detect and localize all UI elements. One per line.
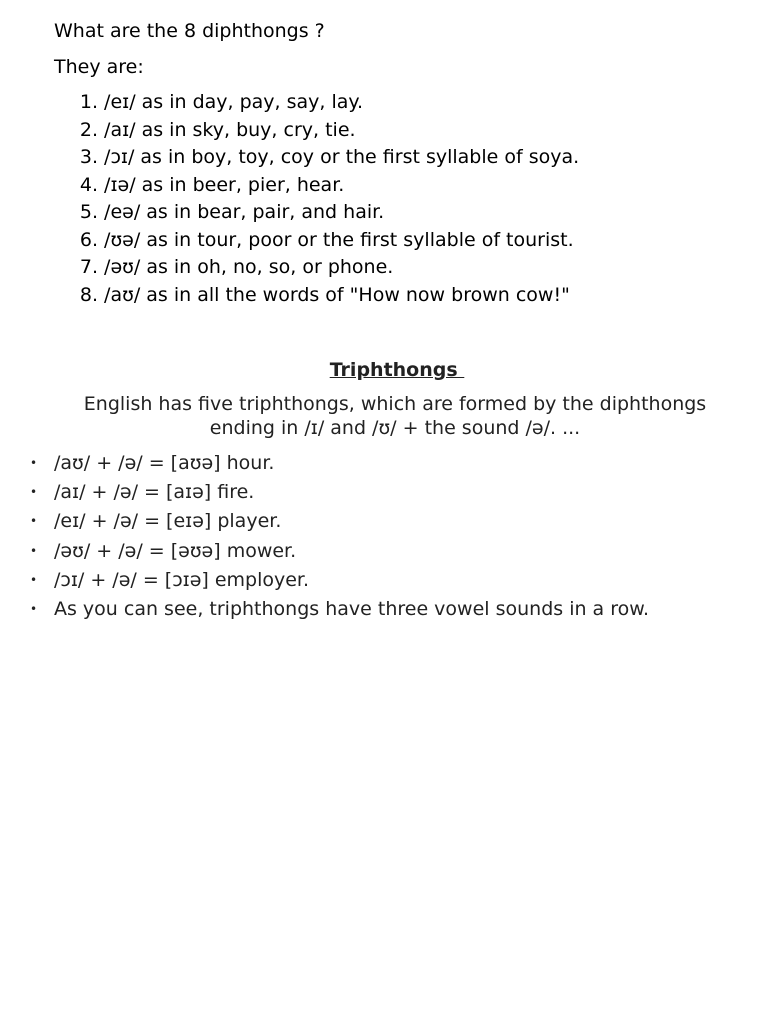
list-item [54,145,579,173]
item-text: /ɔɪ/ + /ə/ = [ɔɪə] employer. [54,568,310,591]
item-text: /əʊ/ + /ə/ = [əʊə] mower. [54,539,297,562]
diphthong-list [54,90,579,310]
item-number: 7. [79,256,98,278]
list-item [28,509,649,538]
item-text: /eɪ/ as in day, pay, say, lay. [104,91,363,113]
item-number: 8. [79,283,98,306]
item-text: /ʊə/ as in tour, poor or the first syllable of tourist. [104,228,574,251]
item-text: /əʊ/ as in oh, no, so, or phone. [104,256,394,278]
item-text: /aɪ/ + /ə/ = [aɪə] fire. [54,481,255,504]
bullet-icon: • [30,485,38,500]
list-item [54,118,579,146]
item-number: 3. [79,146,98,168]
list-item [54,228,579,256]
bullet-icon: • [30,601,38,616]
item-text: /aɪ/ as in sky, buy, cry, tie. [104,118,356,141]
item-number: 5. [79,201,98,223]
list-item [54,173,579,201]
list-item [28,480,649,509]
list-item [28,568,649,597]
item-text: /ɔɪ/ as in boy, toy, coy or the first syllable of soya. [104,146,580,168]
bullet-icon: • [30,543,38,558]
item-number: 2. [79,118,98,141]
section-intro [50,392,740,440]
list-item [54,283,579,311]
bullet-icon: • [30,456,38,470]
list-item [28,451,649,480]
list-item [54,255,579,283]
triphthong-list [28,451,649,626]
item-text: /ɪə/ as in beer, pier, hear. [104,173,345,196]
bullet-icon: • [30,572,38,587]
list-item [54,90,579,118]
list-item [28,539,649,568]
bullet-icon: • [30,514,38,529]
item-number: 4. [79,173,98,196]
item-number: 1. [79,91,98,113]
item-text: /aʊ/ + /ə/ = [aʊə] hour. [54,452,275,474]
item-text: /eɪ/ + /ə/ = [eɪə] player. [54,510,282,533]
intro-line-2: ending in /ɪ/ and /ʊ/ + the sound /ə/. ... [209,417,581,439]
item-text: /eə/ as in bear, pair, and hair. [104,201,385,223]
list-item [54,200,579,228]
lead-text: They are: [54,56,144,78]
item-text: As you can see, triphthongs have three vowel sounds in a row. [54,597,650,620]
intro-line-1: English has five triphthongs, which are formed by the diphthongs [83,393,707,415]
section-title: Triphthongs [329,359,465,381]
question-heading: What are the 8 diphthongs ? [54,20,325,42]
item-text: /aʊ/ as in all the words of "How now brown cow!" [104,283,570,306]
item-number: 6. [79,228,98,251]
list-item [28,597,649,626]
